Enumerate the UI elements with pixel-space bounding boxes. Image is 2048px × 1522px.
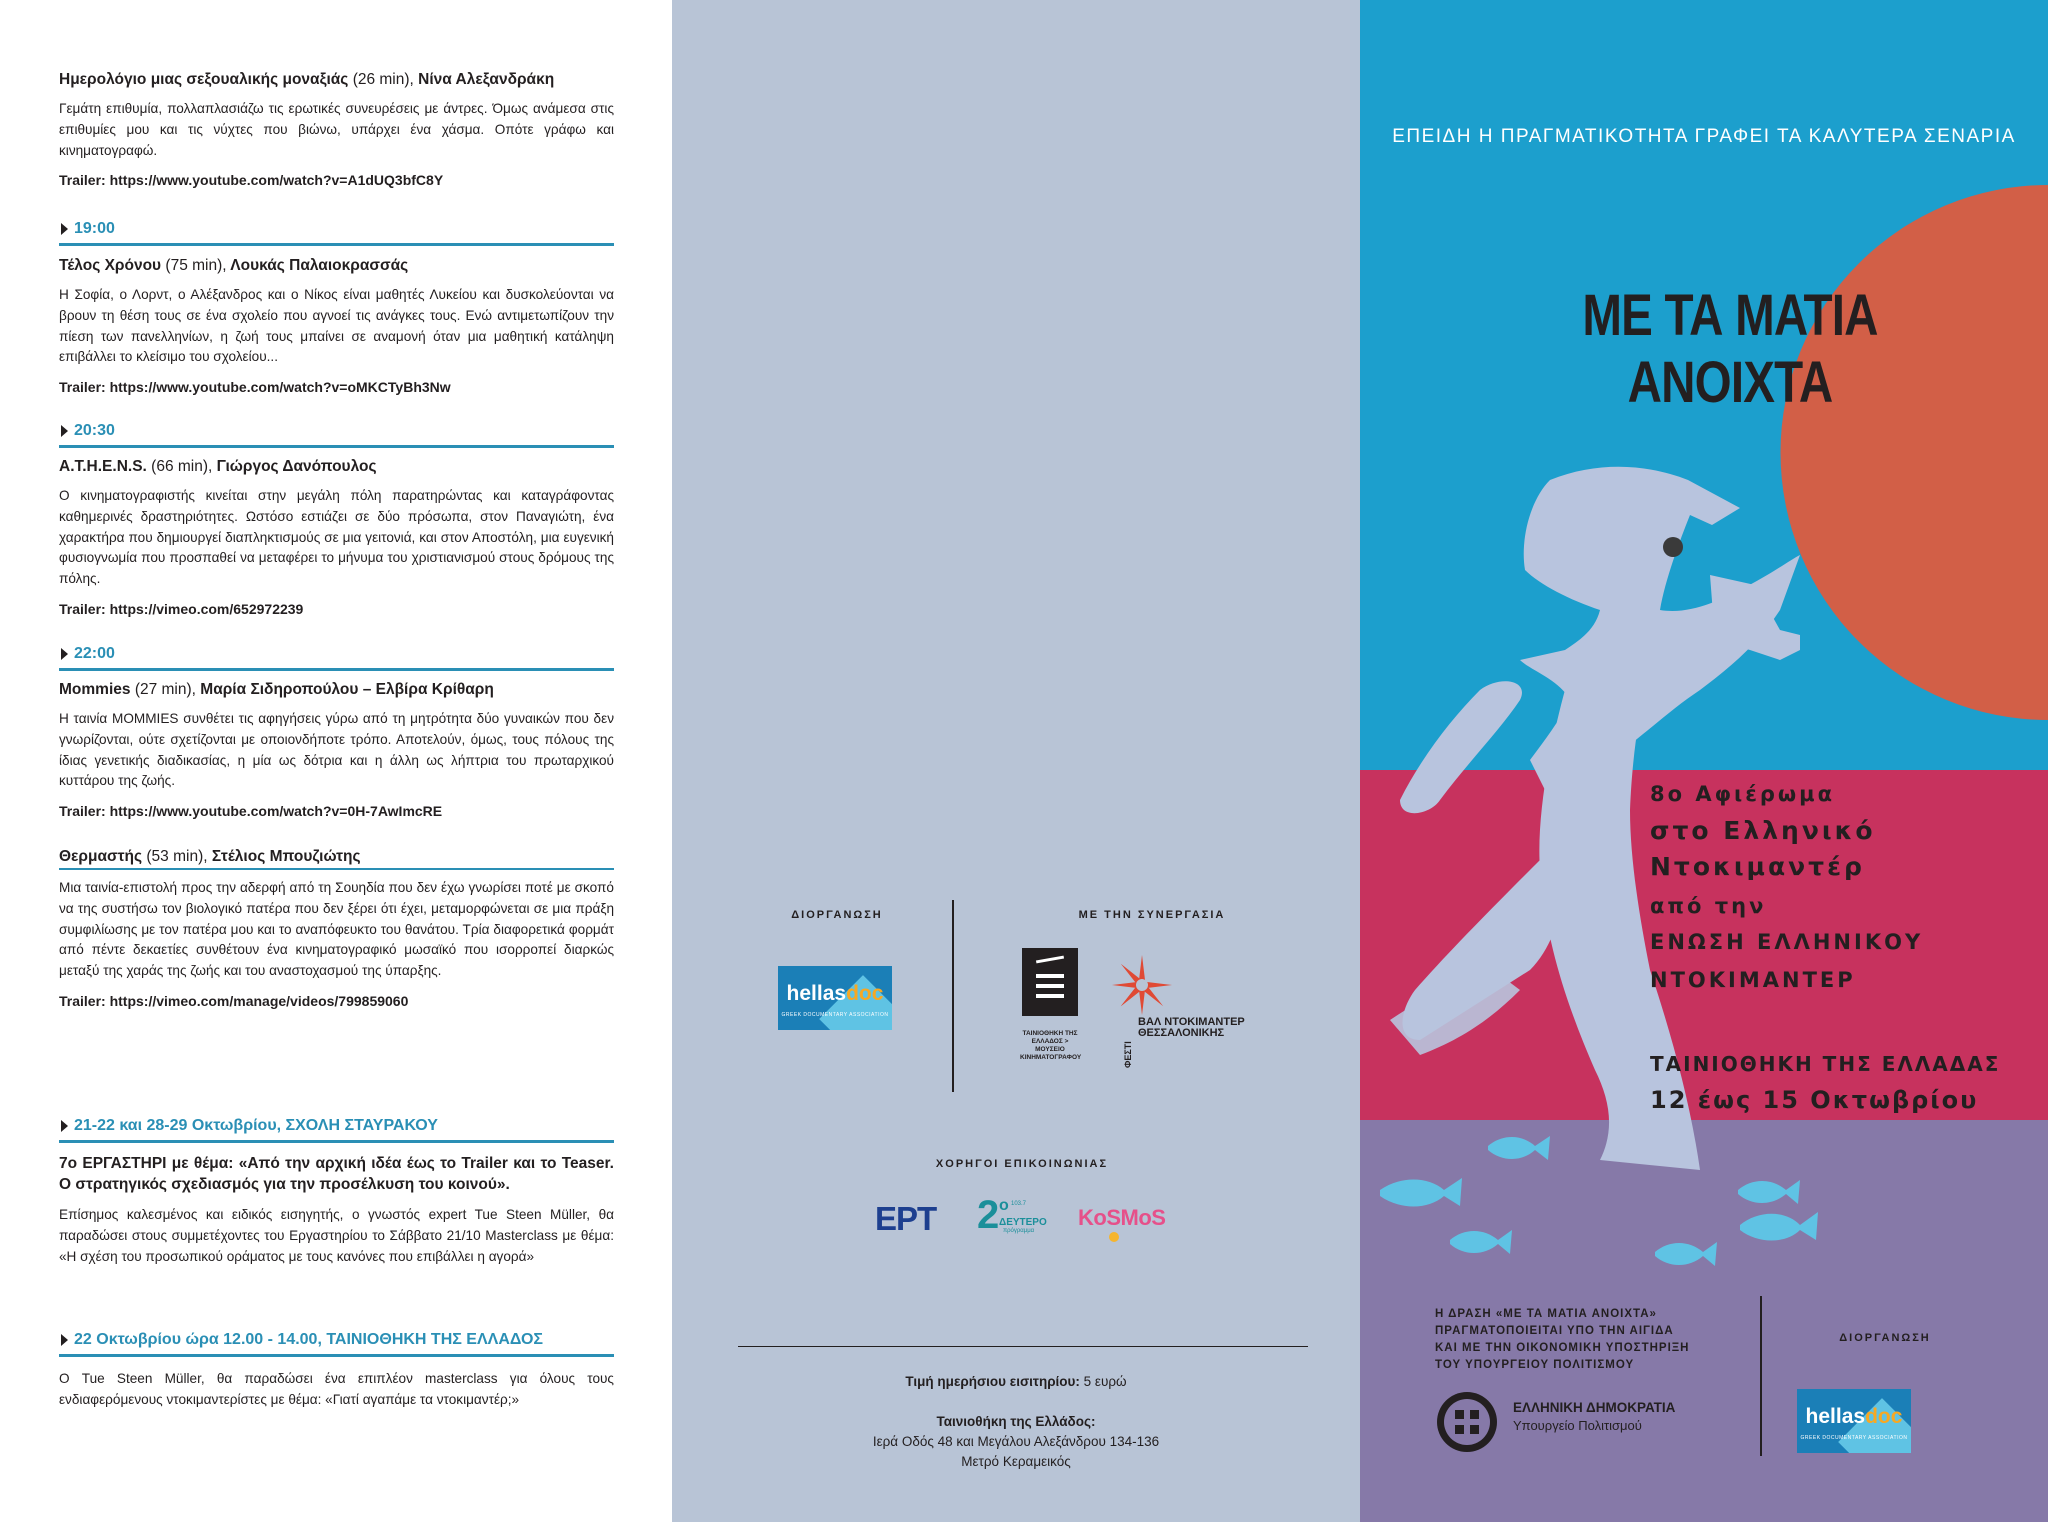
- sponsor-note: Η ΔΡΑΣΗ «ΜΕ ΤΑ ΜΑΤΙΑ ΑΝΟΙΧΤΑ» ΠΡΑΓΜΑΤΟΠΟΙΕΙΤΑΙ ΥΠΟ ΤΗΝ ΑΙΓΙΔΑ ΚΑΙ ΜΕ ΤΗΝ ΟΙΚΟΝΟΜΙΚΗ ΥΠΟΣΤΗΡΙΞΗ ΤΟΥ ΥΠΟΥΡΓΕΙΟΥ ΠΟΛΙΤΙΣΜΟΥ: [1435, 1308, 1690, 1371]
- divider: [952, 900, 954, 1092]
- poster-dates: 12 έως 15 Οκτωβρίου: [1650, 1086, 1979, 1114]
- event-heading: 21-22 και 28-29 Οκτωβρίου, ΣΧΟΛΗ ΣΤΑΥΡΑΚΟΥ: [74, 1117, 438, 1134]
- poster-cover: [1360, 0, 2048, 1522]
- time-header: [59, 420, 614, 448]
- film-duration: (53 min),: [146, 848, 208, 865]
- masterclass-entry: [59, 1360, 614, 1411]
- figure-eye: [1663, 537, 1683, 557]
- ert-logo: ΕΡΤ: [875, 1200, 937, 1237]
- festival-text-line1: ΒΑΛ ΝΤΟΚΙΜΑΝΤΕΡ: [1138, 1016, 1245, 1028]
- hellasdoc-wordmark: hellasdoc: [1805, 1405, 1903, 1428]
- film-director: Λουκάς Παλαιοκρασσάς: [230, 257, 409, 274]
- play-arrow-icon: [61, 425, 68, 437]
- trailer-link[interactable]: Trailer: https://vimeo.com/manage/videos/799859060: [59, 992, 409, 1009]
- organizer-label: ΔΙΟΡΓΑΝΩΣΗ: [1839, 1332, 1931, 1344]
- film-duration: (26 min),: [352, 71, 414, 88]
- film-title-line: [59, 680, 614, 700]
- sun-shape: [1781, 185, 2048, 720]
- partners-panel: [672, 0, 1360, 1522]
- masterclass-description: Ο Tue Steen Müller, θα παραδώσει ένα επιπλέον masterclass για όλους τους ενδιαφερόμενους ντοκιμαντερίστες με θέμα: «Γιατί αγαπάμε τα ντοκιμαντέρ;»: [59, 1371, 614, 1407]
- film-duration: (27 min),: [134, 681, 196, 698]
- deftero-logo: 2 o 103.7 ΔΕΥΤΕΡΟ πρόγραμμα: [977, 1193, 1047, 1237]
- film-description: Μια ταινία-επιστολή προς την αδερφή από τη Σουηδία που δεν έχω γνωρίσει ποτέ με σκοπό να της συστήσω τον βιολογικό πατέρα που δεν ξέρει ότι έχει, μεταμορφώνεται σε μια πράξη συμφιλίωσης με τον πατέρα μου και το αναπόφευκτο του θανάτου. Τρία διαφορετικά φορμάτ από πέντε δεκαετίες συνθέτουν ένα κινηματογραφικό μωσαϊκό που ισορροπεί διαρκώς μεταξύ της χαράς της ζωής και του αναστοχασμού της ύπαρξης.: [59, 880, 614, 979]
- venue-metro: Μετρό Κεραμεικός: [961, 1454, 1071, 1469]
- film-title: A.T.H.E.N.S.: [59, 458, 147, 475]
- film-description: Ο κινηματογραφιστής κινείται στην μεγάλη πόλη παρατηρώντας και καταγράφοντας καθημερινές δραστηριότητες. Ωστόσο εστιάζει σε δύο πρόσωπα, στον Παναγιώτη, ένα χαρακτήρα που δημιουργεί διαπληκτισμούς σε μια γειτονιά, και στον Αποστόλη, μια ευγενική φυσιογνωμία που προσπαθεί να μεταφέρει το μήνυμα του χριστιανισμού στους δρόμους της πόλης.: [59, 488, 614, 587]
- trailer-link[interactable]: Trailer: https://www.youtube.com/watch?v=oMKCTyBh3Nw: [59, 379, 451, 396]
- subtitle-line-4: από την: [1650, 894, 1767, 918]
- film-entry: [59, 457, 614, 619]
- poster-tagline: ΕΠΕΙΔΗ Η ΠΡΑΓΜΑΤΙΚΟΤΗΤΑ ΓΡΑΦΕΙ ΤΑ ΚΑΛΥΤΕΡΑ ΣΕΝΑΡΙΑ: [1392, 126, 2016, 147]
- venue-address: Ιερά Οδός 48 και Μεγάλου Αλεξάνδρου 134-136: [872, 1434, 1160, 1449]
- film-entry: [59, 70, 614, 190]
- time-label: 19:00: [74, 220, 115, 237]
- price-value: 5 ευρώ: [1083, 1374, 1127, 1389]
- workshop-title: 7ο ΕΡΓΑΣΤΗΡΙ με θέμα: «Από την αρχική ιδέα έως το Trailer και το Teaser. Ο στρατηγικός σχεδιασμός για την προσέλκυση του κοινού».: [59, 1155, 614, 1193]
- film-entry: [59, 256, 614, 397]
- kosmos-dot-icon: [1109, 1232, 1119, 1242]
- film-title-line: [59, 256, 614, 276]
- ticket-price: [672, 1372, 1360, 1392]
- hellasdoc-logo: [778, 966, 892, 1030]
- kosmos-logo: KoSMoS: [1078, 1205, 1166, 1230]
- subtitle-line-1: 8ο Αφιέρωμα: [1650, 782, 1836, 806]
- event-heading: 22 Οκτωβρίου ώρα 12.00 - 14.00, ΤΑΙΝΙΟΘΗΚΗ ΤΗΣ ΕΛΛΑΔΟΣ: [74, 1331, 543, 1348]
- ministry-name: ΕΛΛΗΝΙΚΗ ΔΗΜΟΚΡΑΤΙΑ: [1513, 1400, 1676, 1415]
- film-director: Νίνα Αλεξανδράκη: [418, 71, 555, 88]
- film-description: Γεμάτη επιθυμία, πολλαπλασιάζω τις ερωτικές συνευρέσεις με άντρες. Όμως ανάμεσα στις επιθυμίες μου και τις νύχτες που βιώνω, υπάρχει ένα χάσμα. Οπότε γράφω και κινηματογραφώ.: [59, 101, 614, 158]
- tainiothiki-logo-text: ΤΑΙΝΙΟΘΗΚΗ ΤΗΣ ΕΛΛΑΔΟΣ > ΜΟΥΣΕΙΟ ΚΙΝΗΜΑΤΟΓΡΑΦΟΥ: [1020, 1030, 1082, 1061]
- film-title: Ημερολόγιο μιας σεξουαλικής μοναξιάς: [59, 71, 349, 88]
- play-arrow-icon: [61, 223, 68, 235]
- workshop-entry: [59, 1153, 614, 1267]
- film-director: Γιώργος Δανόπουλος: [216, 458, 377, 475]
- subtitle-line-3: Ντοκιμαντέρ: [1650, 852, 1865, 881]
- media-sponsors-label: ΧΟΡΗΓΟΙ ΕΠΙΚΟΙΝΩΝΙΑΣ: [935, 1158, 1109, 1170]
- subtitle-line-5: ΕΝΩΣΗ ΕΛΛΗΝΙΚΟΥ: [1650, 930, 1924, 954]
- film-description: Η ταινία MOMMIES συνθέτει τις αφηγήσεις γύρω από τη μητρότητα δύο γυναικών που δεν γνωρίζονται, ούτε σχετίζονται με οποιονδήποτε τρόπο. Αποτελούν, όμως, τους πόλους της ίδιας γενετικής διαδικασίας, η μία ως δότρια και η άλλη ως λήπτρια του πρωταρχικού κυττάρου της ζωής.: [59, 711, 614, 789]
- poster-illustration: [1360, 0, 2048, 1522]
- play-arrow-icon: [61, 648, 68, 660]
- tainiothiki-logo-mark: [1022, 948, 1078, 1016]
- hellasdoc-wordmark: hellasdoc: [786, 982, 884, 1005]
- hellasdoc-logo: [1797, 1389, 1911, 1453]
- greek-emblem-icon: [1435, 1390, 1499, 1454]
- film-title: Τέλος Χρόνου: [59, 257, 162, 274]
- time-header: [59, 643, 614, 671]
- time-label: 22:00: [74, 645, 115, 662]
- trailer-link[interactable]: Trailer: https://vimeo.com/652972239: [59, 600, 304, 617]
- time-label: 20:30: [74, 422, 115, 439]
- play-arrow-icon: [61, 1120, 68, 1132]
- film-duration: (66 min),: [151, 458, 213, 475]
- film-title-line: [59, 847, 614, 867]
- divider: [1760, 1296, 1762, 1456]
- film-title-line: [59, 70, 614, 90]
- divider: [738, 1346, 1308, 1347]
- film-description: Η Σοφία, ο Λορντ, ο Αλέξανδρος και ο Νίκος είναι μαθητές Λυκείου και δυσκολεύονται να βρουν τη θέση τους σε ένα σχολείο που αγνοεί τις ανάγκες τους. Ενώ αντιμετωπίζουν την πίεση των πανελληνίων, η ζωή τους μπαίνει σε αναμονή όταν μια μαθητική κατάληψη επιβάλλει το κλείσιμο του σχολείου...: [59, 287, 614, 365]
- festival-text-line2: ΘΕΣΣΑΛΟΝΙΚΗΣ: [1138, 1027, 1225, 1039]
- time-header: [59, 218, 614, 246]
- price-label: Τιμή ημερήσιου εισιτηρίου:: [905, 1374, 1080, 1389]
- partners-label: ΜΕ ΤΗΝ ΣΥΝΕΡΓΑΣΙΑ: [1078, 909, 1226, 921]
- film-director: Μαρία Σιδηροπούλου – Ελβίρα Κρίθαρη: [200, 681, 494, 698]
- festival-star-icon: [1112, 955, 1172, 1015]
- trailer-link[interactable]: Trailer: https://www.youtube.com/watch?v=A1dUQ3bfC8Y: [59, 172, 444, 189]
- film-title-line: [59, 457, 614, 477]
- event-header: [59, 1329, 614, 1357]
- poster-title: ΜΕ ΤΑ ΜΑΤΙΑ ΑΝΟΙΧΤΑ: [1582, 283, 1878, 415]
- film-director: Στέλιος Μπουζιώτης: [211, 848, 361, 865]
- subtitle-line-6: ΝΤΟΚΙΜΑΝΤΕΡ: [1650, 968, 1856, 992]
- program-panel: [0, 0, 672, 1522]
- film-entry: [59, 847, 614, 1011]
- film-duration: (75 min),: [165, 257, 227, 274]
- festival-text-vertical: ΦΕΣΤΙ: [1123, 1041, 1133, 1068]
- poster-venue: ΤΑΙΝΙΟΘΗΚΗ ΤΗΣ ΕΛΛΑΔΑΣ: [1650, 1052, 2001, 1076]
- ministry-subtitle: Υπουργείο Πολιτισμού: [1513, 1418, 1642, 1433]
- event-header: [59, 1115, 614, 1143]
- hellasdoc-subtitle: GREEK DOCUMENTARY ASSOCIATION: [1800, 1435, 1908, 1441]
- workshop-description: Επίσημος καλεσμένος και ειδικός εισηγητής, ο γνωστός expert Tue Steen Müller, θα παραδώσει στους συμμετέχοντες του Εργαστηρίου το Σάββατο 21/10 Masterclass με θέμα: «Η σχέση του προσωπικού οράματος με τους κανόνες που επιβάλλει η αγορά»: [59, 1207, 614, 1264]
- play-arrow-icon: [61, 1334, 68, 1346]
- venue-name: Ταινιοθήκη της Ελλάδος:: [936, 1414, 1096, 1429]
- fish-school: [1380, 1136, 1818, 1266]
- film-title: Θερμαστής: [59, 848, 143, 865]
- organizer-label: ΔΙΟΡΓΑΝΩΣΗ: [791, 909, 883, 921]
- hellasdoc-subtitle: GREEK DOCUMENTARY ASSOCIATION: [781, 1012, 889, 1018]
- trailer-link[interactable]: Trailer: https://www.youtube.com/watch?v=0H-7AwImcRE: [59, 803, 443, 820]
- film-title: Mommies: [59, 681, 131, 698]
- film-entry: [59, 680, 614, 821]
- subtitle-line-2: στο Ελληνικό: [1650, 816, 1876, 845]
